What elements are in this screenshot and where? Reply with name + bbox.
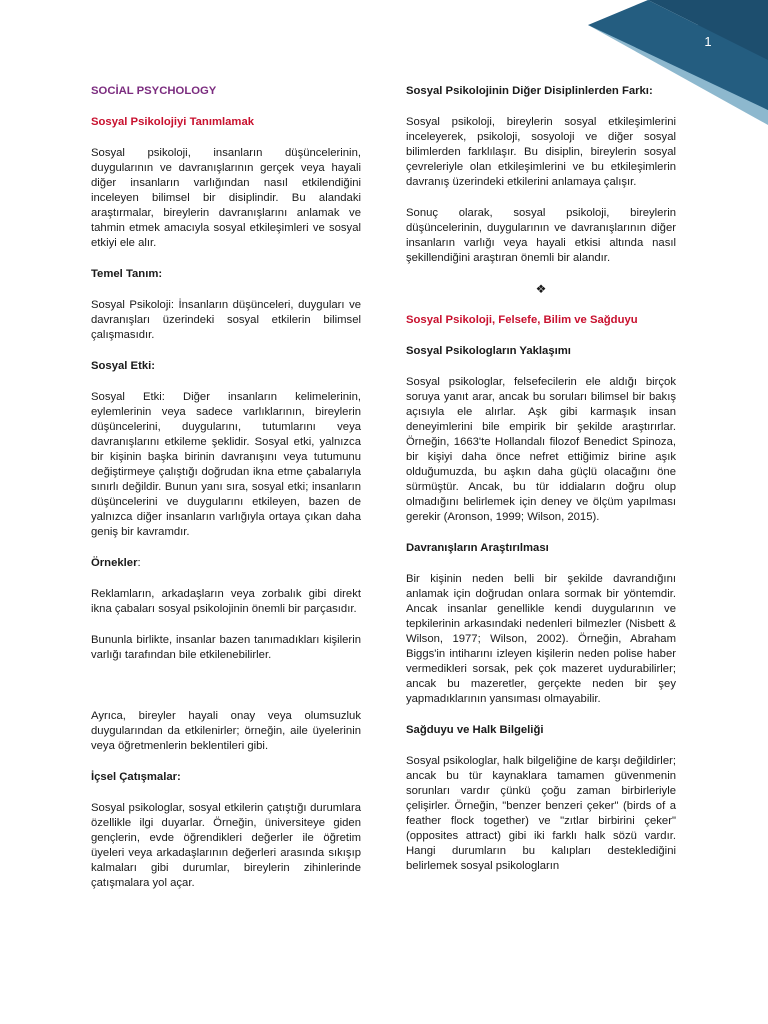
approach-heading: Sosyal Psikologların Yaklaşımı bbox=[406, 345, 571, 357]
example-paragraph-3: Ayrıca, bireyler hayali onay veya olumsuzluk duygularından da etkilenirler; örneğin, aile üyelerinin veya öğretmenlerin beklentileri gibi. bbox=[91, 710, 361, 752]
section-2-heading: Sosyal Psikoloji, Felsefe, Bilim ve Sağduyu bbox=[406, 314, 638, 326]
social-effect-paragraph: Sosyal Etki: Diğer insanların kelimelerinin, eylemlerinin veya sadece varlıklarının, bireylerin düşüncelerini, duygularını, tutumlarını veya davranışlarını etkileme şeklidir. Sosyal etki, yalnızca bir kişinin başka birinin davranışını veya tutumunu değiştirmeye çalıştığı doğrudan ikna etme çabalarıyla sınırlı değildir. Bunun yanı sıra, sosyal etki; insanların düşüncelerini ve duygularını etkileyen, bazen de yalnızca diğer insanların varlığıyla ortaya çıkan daha geniş bir kavramdır. bbox=[91, 391, 361, 538]
examples-heading bbox=[91, 556, 361, 571]
example-paragraph-2: Bununla birlikte, insanlar bazen tanımadıkları kişilerin varlığı tarafından bile etkilenebilirler. bbox=[91, 634, 361, 661]
research-heading: Davranışların Araştırılması bbox=[406, 542, 549, 554]
research-paragraph: Bir kişinin neden belli bir şekilde davrandığını anlamak için doğrudan onlara sormak bir yöntemdir. Ancak insanlar genellikle kendi duygularının ve tepkilerinin arkasındaki nedenleri bilmezler (Nisbett & Wilson, 1977; Wilson, 2002). Örneğin, Abraham Biggs'in intiharını izleyen kişilerin neden polise haber vermedikleri sorsak, pek çok mazeret uydurabilirler; ancak bu mazeretler, gerçekte neden bir şey yapmadıklarının yansıması olmayabilir. bbox=[406, 573, 676, 705]
example-paragraph-1: Reklamların, arkadaşların veya zorbalık gibi direkt ikna çabaları sosyal psikolojinin önemli bir parçasıdır. bbox=[91, 588, 361, 615]
left-column bbox=[91, 84, 361, 907]
diamond-bullet-icon: ❖ bbox=[535, 282, 547, 296]
difference-paragraph-2: Sonuç olarak, sosyal psikoloji, bireylerin düşüncelerinin, duygularının ve davranışlarının diğer insanların varlığı veya hayali etkisi altında nasıl şekillendiğini araştıran önemli bir alandır. bbox=[406, 207, 676, 264]
conflicts-paragraph: Sosyal psikologlar, sosyal etkilerin çatıştığı durumlara özellikle ilgi duyarlar. Örneğin, üniversiteye giden gençlerin, evde öğrendikleri değerler ile öğretim üyeleri veya arkadaşlarının değerleri arasında sıkışıp kalmaları gibi durumlar, bireylerin zihinlerinde çatışmalara yol açar. bbox=[91, 802, 361, 889]
approach-paragraph: Sosyal psikologlar, felsefecilerin ele aldığı birçok soruya yanıt arar, ancak bu soruları bilimsel bir bakış açısıyla ele alırlar. Aşk gibi karmaşık insan deneyimlerini bile empirik bir şekilde araştırırlar. Örneğin, 1663'te Hollandalı filozof Benedict Spinoza, bir kişiyi daha önce nefret ettiğimiz birine aşık olduğumuzda, bu aşkın daha güçlü olacağını öne sürmüştür. Ancak, bu tür iddiaların doğru olup olmadığını belirlemek için deney ve ölçüm yapılması gerekir (Aronson, 1999; Wilson, 2015). bbox=[406, 376, 676, 523]
examples-heading-text: Örnekler bbox=[91, 557, 138, 569]
basic-definition-heading: Temel Tanım: bbox=[91, 268, 163, 280]
spacer bbox=[91, 679, 361, 709]
common-sense-paragraph: Sosyal psikologlar, halk bilgeliğine de karşı değildirler; ancak bu tür kaynaklara tamamen güvenmenin sorunları vardır çünkü çoğu zaman birbirleriyle çelişirler. Örneğin, "benzer benzeri çeker" (birds of a feather flock together) ve "zıtlar birbirini çeker" (opposites attract) gibi iki farklı halk sözü vardır. Hangi durumların bu kalıpları desteklediğini belirlemek sosyal psikologların bbox=[406, 755, 676, 872]
difference-heading: Sosyal Psikolojinin Diğer Disiplinlerden Farkı: bbox=[406, 85, 653, 97]
social-effect-heading: Sosyal Etki: bbox=[91, 360, 156, 372]
examples-heading-colon: : bbox=[137, 557, 141, 569]
common-sense-heading: Sağduyu ve Halk Bilgeliği bbox=[406, 724, 544, 736]
section-heading: Sosyal Psikolojiyi Tanımlamak bbox=[91, 116, 255, 128]
intro-paragraph: Sosyal psikoloji, insanların düşüncelerinin, duygularının ve davranışlarının gerçek veya hayali diğer insanların varlığından nasıl etkilendiğini inceleyen bilimsel bir disiplindir. Bu alandaki araştırmalar, bireylerin davranışlarını anlamak ve tahmin etmek amacıyla sosyal etkileşimleri ve sosyal etkiyi ele alır. bbox=[91, 147, 361, 249]
difference-paragraph-1: Sosyal psikoloji, bireylerin sosyal etkileşimlerini inceleyerek, psikoloji, sosyoloji ve diğer sosyal bilimlerden farklılaşır. Bu disiplin, bireylerin sosyal çevreleriyle olan etkileşimlerini ve bu etkileşimlerin davranış üzerindeki etkilerini anlamaya çalışır. bbox=[406, 116, 676, 188]
right-column bbox=[406, 84, 676, 890]
document-title: SOCİAL PSYCHOLOGY bbox=[91, 85, 217, 97]
basic-definition-paragraph: Sosyal Psikoloji: İnsanların düşünceleri, duyguları ve davranışları üzerindeki sosyal etkilerin bilimsel çalışmasıdır. bbox=[91, 299, 361, 341]
conflicts-heading: İçsel Çatışmalar: bbox=[91, 771, 181, 783]
page-number: 1 bbox=[704, 34, 712, 49]
